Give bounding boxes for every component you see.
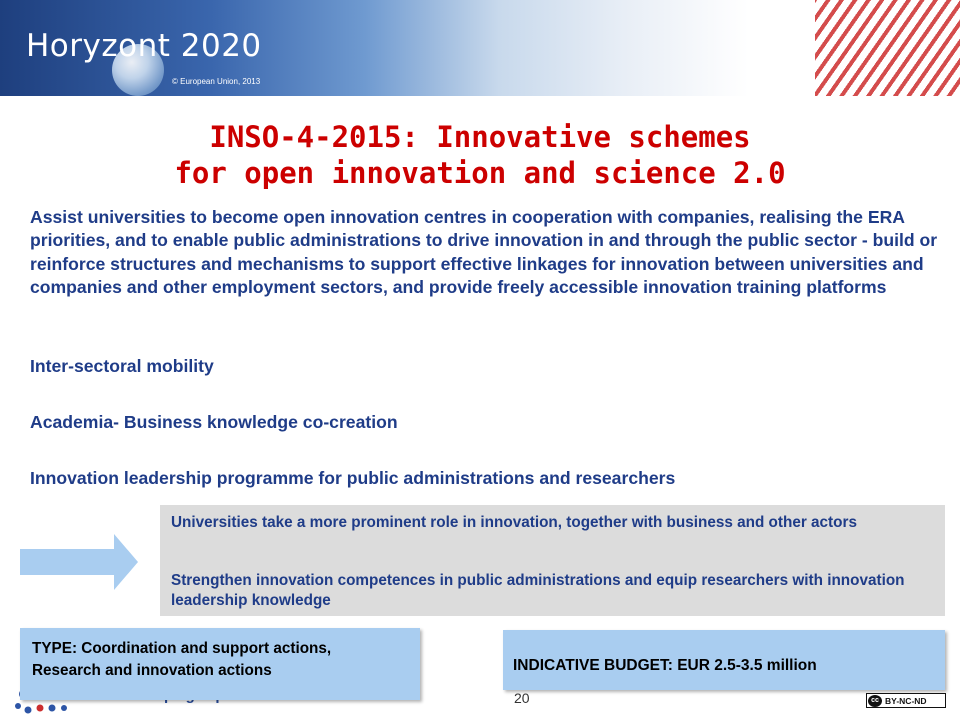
slide-title-line-1: INSO-4-2015: Innovative schemes <box>209 120 751 154</box>
action-type-box <box>20 628 420 700</box>
program-logo-title: Horyzont 2020 <box>26 28 262 64</box>
item-leadership-programme: Innovation leadership programme for public administrations and researchers <box>30 468 676 488</box>
slide-title-line-2: for open innovation and science 2.0 <box>174 156 786 190</box>
copyright-note: © European Union, 2013 <box>172 77 261 86</box>
action-type-line-2: Research and innovation actions <box>32 662 272 679</box>
action-type-text <box>32 638 412 682</box>
expected-outcomes-box <box>160 505 945 616</box>
item-knowledge-co-creation: Academia- Business knowledge co-creation <box>30 412 398 432</box>
cc-icon: cc <box>868 695 882 707</box>
budget-box <box>503 630 945 690</box>
header-banner <box>0 0 960 96</box>
decorative-stripes <box>815 0 960 96</box>
item-inter-sectoral-mobility: Inter-sectoral mobility <box>30 356 214 376</box>
action-type-line-1: TYPE: Coordination and support actions, <box>32 640 332 657</box>
outcome-competences: Strengthen innovation competences in public administrations and equip researchers with innovation leadership knowledge <box>171 572 905 609</box>
license-text: BY-NC-ND <box>885 695 927 706</box>
right-arrow-icon <box>20 534 138 590</box>
topic-description: Assist universities to become open innovation centres in cooperation with companies, realising the ERA priorities, and to enable public administrations to drive innovation in and through the public sector - build or reinforce structures and mechanisms to support effective linkages for innovation between universities and companies and other employment sectors, and provide freely accessible innovation training platforms <box>30 207 938 298</box>
outcome-universities: Universities take a more prominent role in innovation, together with business and other actors <box>171 514 857 531</box>
license-badge <box>866 693 946 708</box>
budget-text: INDICATIVE BUDGET: EUR 2.5-3.5 million <box>513 657 817 674</box>
page-number: 20 <box>514 690 530 706</box>
